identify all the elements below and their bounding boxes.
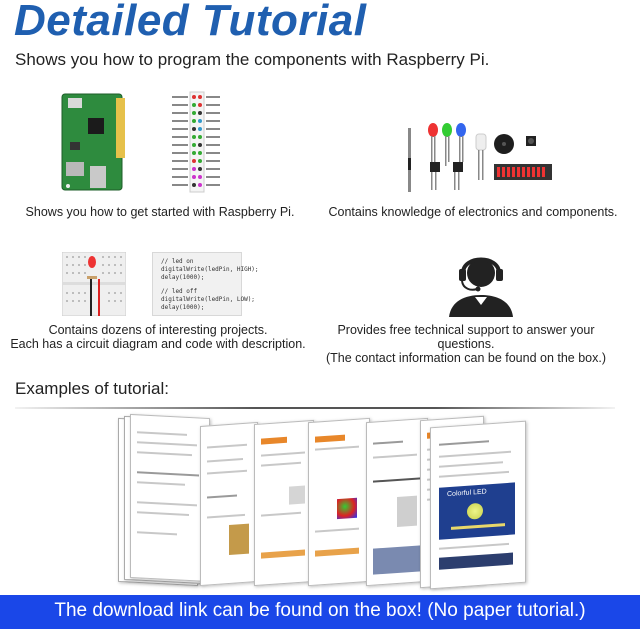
section-divider: [15, 407, 615, 409]
caption-line: Each has a circuit diagram and code with description.: [10, 337, 306, 351]
support-headset-icon: [447, 245, 515, 317]
feature-caption-support: [308, 323, 624, 365]
tutorial-pages-illustration: [112, 410, 532, 590]
caption-line: Provides free technical support to answer your questions.: [337, 323, 595, 351]
gpio-pinout-diagram: [170, 90, 222, 194]
electronic-components-icon: [400, 118, 560, 196]
code-line: digitalWrite(ledPin, LOW);: [161, 296, 255, 303]
code-line: digitalWrite(ledPin, HIGH);: [161, 266, 259, 273]
code-line: // led on: [161, 258, 194, 265]
tutorial-page: [254, 420, 314, 586]
download-info-banner: The download link can be found on the box! (No paper tutorial.): [0, 595, 640, 629]
feature-caption-electronics: Contains knowledge of electronics and components.: [328, 205, 618, 219]
raspberry-pi-board-icon: [60, 92, 130, 194]
page-subtitle: Shows you how to program the components with Raspberry Pi.: [15, 50, 490, 69]
breadboard-circuit-icon: [62, 252, 126, 316]
tutorial-page-colorful-led: [430, 421, 526, 590]
tutorial-page: [130, 414, 210, 582]
code-line: delay(1000);: [161, 304, 205, 311]
tutorial-page: [200, 422, 258, 586]
feature-caption-getting-started: Shows you how to get started with Raspberry Pi.: [25, 205, 295, 219]
tutorial-page: [366, 418, 428, 586]
code-snippet: [152, 252, 259, 316]
page-label: Colorful LED: [447, 488, 487, 499]
code-line: // led off: [161, 288, 198, 295]
page-title: Detailed Tutorial: [14, 0, 367, 45]
tutorial-page: [308, 418, 370, 586]
feature-caption-projects: [8, 323, 308, 351]
caption-line: (The contact information can be found on the box.): [325, 351, 607, 365]
examples-heading: Examples of tutorial:: [15, 379, 170, 398]
caption-line: Contains dozens of interesting projects.: [48, 323, 268, 337]
code-line: delay(1000);: [161, 274, 205, 281]
